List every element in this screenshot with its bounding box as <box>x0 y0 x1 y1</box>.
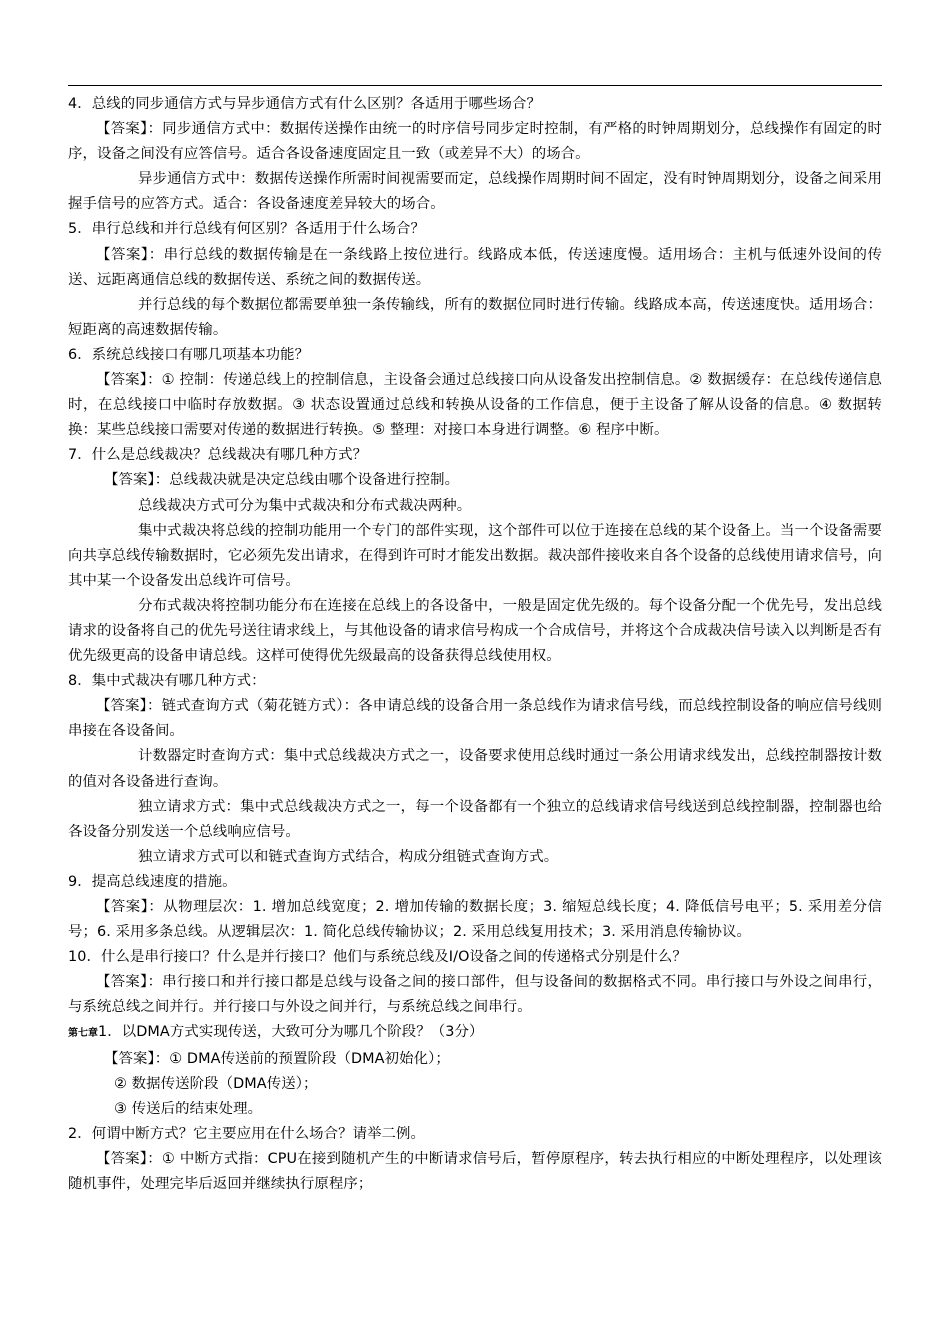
answer-10: 【答案】：串行接口和并行接口都是总线与设备之间的接口部件，但与设备间的数据格式不同。串行接口与外设之间串行，与系统总线之间并行。并行接口与外设之间并行，与系统总线之间串行。 <box>68 974 882 1016</box>
question-7: 7．什么是总线裁决？总线裁决有哪几种方式？ <box>68 447 368 464</box>
answer-6: 【答案】：① 控制：传递总线上的控制信息，主设备会通过总线接口向从设备发出控制信息。② 数据缓存：在总线传递信息时，在总线接口中临时存放数据。③ 状态设置通过总线和转换从设备的工作信息，便于主设备了解从设备的信息。④ 数据转换：某些总线接口需要对传递的数据进行转换。⑤ 整理：对接口本身进行调整。⑥ 程序中断。 <box>68 372 882 439</box>
answer-4: 【答案】：同步通信方式中：数据传送操作由统一的时序信号同步定时控制，有严格的时钟周期划分，总线操作有固定的时序，设备之间没有应答信号。适合各设备速度固定且一致（或差异不大）的场合。 <box>68 121 882 163</box>
ch7-answer-1-step-2: ② 数据传送阶段（DMA传送）； <box>114 1075 318 1092</box>
answer-5-cont: 并行总线的每个数据位都需要单独一条传输线，所有的数据位同时进行传输。线路成本高，传送速度快。适用场合：短距离的高速数据传输。 <box>68 296 882 338</box>
answer-9: 【答案】：从物理层次：1. 增加总线宽度；2. 增加传输的数据长度；3. 缩短总线长度；4. 降低信号电平；5. 采用差分信号；6. 采用多条总线。从逻辑层次：1. 简化总线传输协议；2. 采用总线复用技术；3. 采用消息传输协议。 <box>68 899 882 941</box>
answer-7: 【答案】：总线裁决就是决定总线由哪个设备进行控制。 <box>104 472 460 489</box>
answer-5: 【答案】：串行总线的数据传输是在一条线路上按位进行。线路成本低，传送速度慢。适用场合：主机与低速外设间的传送、远距离通信总线的数据传送、系统之间的数据传送。 <box>68 246 882 288</box>
question-9: 9．提高总线速度的措施。 <box>68 873 237 890</box>
answer-8-cont-2: 独立请求方式：集中式总线裁决方式之一，每一个设备都有一个独立的总线请求信号线送到总线控制器，控制器也给各设备分别发送一个总线响应信号。 <box>68 798 882 840</box>
answer-4-cont: 异步通信方式中：数据传送操作所需时间视需要而定，总线操作周期时间不固定，没有时钟周期划分，设备之间采用握手信号的应答方式。适合：各设备速度差异较大的场合。 <box>68 171 882 213</box>
document-body <box>68 92 882 1197</box>
answer-8-cont-3: 独立请求方式可以和链式查询方式结合，构成分组链式查询方式。 <box>138 848 559 865</box>
ch7-answer-1-step-3: ③ 传送后的结束处理。 <box>114 1100 263 1117</box>
question-4: 4．总线的同步通信方式与异步通信方式有什么区别？各适用于哪些场合？ <box>68 96 541 112</box>
question-5: 5．串行总线和并行总线有何区别？各适用于什么场合？ <box>68 221 426 238</box>
question-6: 6．系统总线接口有哪几项基本功能？ <box>68 346 310 363</box>
answer-7-cont-1: 总线裁决方式可分为集中式裁决和分布式裁决两种。 <box>138 497 472 514</box>
chapter-7-question-1 <box>68 1020 882 1046</box>
answer-7-cont-3: 分布式裁决将控制功能分布在连接在总线上的各设备中，一般是固定优先级的。每个设备分配一个优先号，发出总线请求的设备将自己的优先号送往请求线上，与其他设备的请求信号构成一个合成信号，并将这个合成裁决信号读入以判断是否有优先级更高的设备申请总线。这样可使得优先级最高的设备获得总线使用权。 <box>68 597 882 665</box>
question-10: 10．什么是串行接口？什么是并行接口？他们与系统总线及I/O设备之间的传递格式分别是什么？ <box>68 949 687 966</box>
ch7-answer-2: 【答案】：① 中断方式指：CPU在接到随机产生的中断请求信号后，暂停原程序，转去执行相应的中断处理程序，以处理该随机事件，处理完毕后返回并继续执行原程序； <box>68 1150 882 1193</box>
ch7-answer-1: 【答案】：① DMA传送前的预置阶段（DMA初始化）； <box>104 1050 450 1067</box>
answer-8: 【答案】：链式查询方式（菊花链方式）：各申请总线的设备合用一条总线作为请求信号线，而总线控制设备的响应信号线则串接在各设备间。 <box>68 698 882 740</box>
answer-8-cont-1: 计数器定时查询方式：集中式总线裁决方式之一，设备要求使用总线时通过一条公用请求线发出，总线控制器按计数的值对各设备进行查询。 <box>68 748 882 790</box>
answer-7-cont-2: 集中式裁决将总线的控制功能用一个专门的部件实现，这个部件可以位于连接在总线的某个设备上。当一个设备需要向共享总线传输数据时，它必须先发出请求，在得到许可时才能发出数据。裁决部件接收来自各个设备的总线使用请求信号，向其中某一个设备发出总线许可信号。 <box>68 522 882 589</box>
chapter-tag: 第七章 <box>68 1028 98 1040</box>
header-rule <box>68 85 882 86</box>
question-8: 8．集中式裁决有哪几种方式： <box>68 673 266 690</box>
chapter-7-question-1-text: 1．以DMA方式实现传送，大致可分为哪几个阶段？（3分） <box>98 1024 484 1041</box>
ch7-question-2: 2．何谓中断方式？它主要应用在什么场合？请举二例。 <box>68 1125 426 1142</box>
